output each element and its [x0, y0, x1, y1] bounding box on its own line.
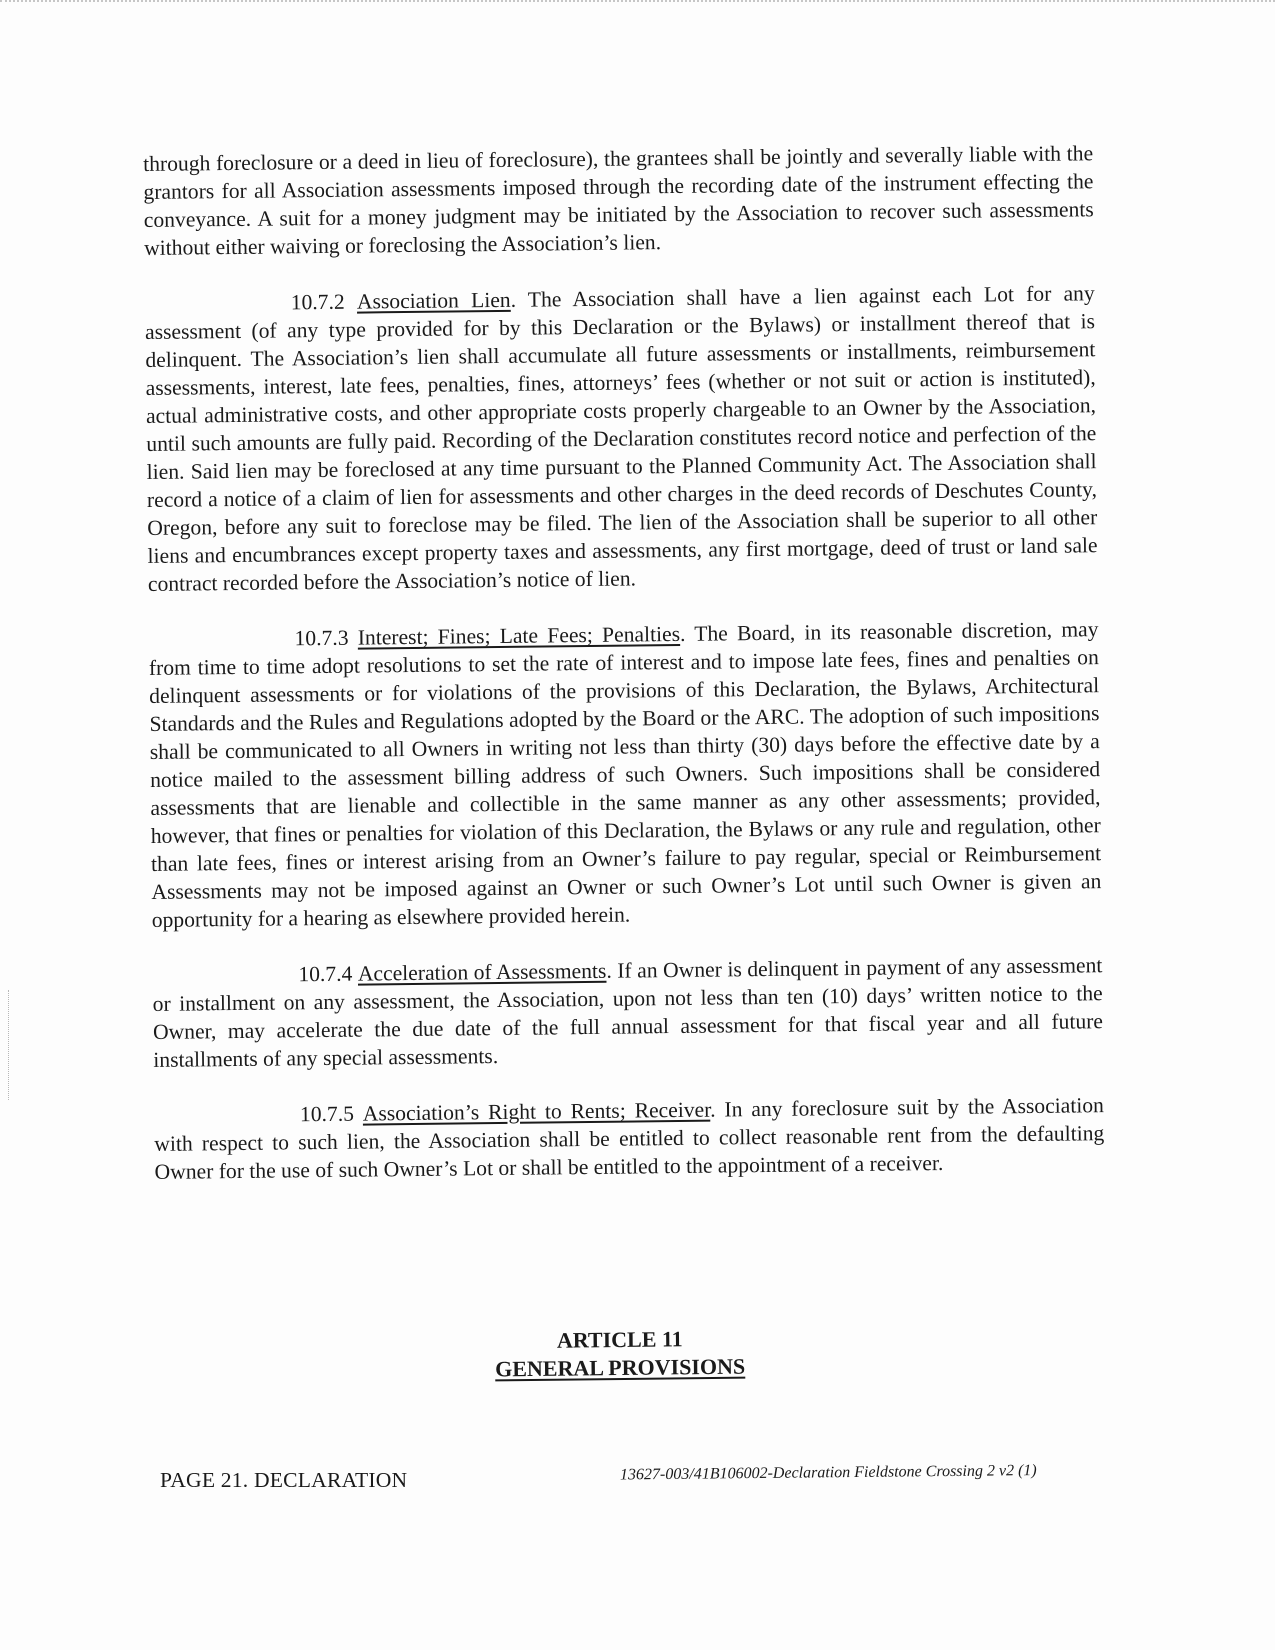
footer-page-label: PAGE 21. DECLARATION [160, 1468, 408, 1492]
section-10-7-2 [145, 279, 1098, 598]
section-text: . The Association shall have a lien against each Lot for any assessment (of any type provided for by this Declaration or the Bylaws) or installment thereof that is delinquent. The Association’s lien shall accumulate all future assessments or installments, reimbursement assessments, interest, late fees, penalties, fines, attorneys’ fees (whether or not suit or action is instituted), actual administrative costs, and other appropriate costs properly chargeable to an Owner by the Association, until such amounts are fully paid. Recording of the Declaration constitutes record notice and perfection of the lien. Said lien may be foreclosed at any time pursuant to the Planned Community Act. The Association shall record a notice of a claim of lien for assessments and other charges in the deed records of Deschutes County, Oregon, before any suit to foreclose may be filed. The lien of the Association shall be superior to all other liens and encumbrances except property taxes and assessments, any first mortgage, deed of trust or land sale contract recorded before the Association’s notice of lien. [144, 281, 1098, 596]
scan-edge-artifact [0, 0, 1275, 10]
section-number: 10.7.3 [294, 625, 349, 651]
section-heading: Association Lien [356, 287, 511, 314]
section-text: . In any foreclosure suit by the Association with respect to such lien, the Association shall be entitled to collect reasonable rent from the defaulting Owner for the use of such Owner’s Lot or shall be entitled to the appointment of a receiver. [154, 1093, 1105, 1184]
section-heading: Acceleration of Assessments [357, 958, 607, 986]
article-title: ARTICLE 11 [556, 1326, 683, 1353]
section-number: 10.7.4 [298, 961, 353, 987]
section-10-7-4 [152, 951, 1103, 1074]
document-body [143, 139, 1105, 1214]
article-heading [420, 1324, 821, 1385]
footer-doc-reference: 13627-003/41B106002-Declaration Fieldstone Crossing 2 v2 (1) [619, 1462, 1037, 1484]
section-number: 10.7.5 [299, 1101, 355, 1127]
section-heading: Interest; Fines; Late Fees; Penalties [357, 621, 681, 650]
intro-paragraph: through foreclosure or a deed in lieu of foreclosure), the grantees shall be jointly and severally liable with the grantors for all Association assessments imposed through the recording date of the instrument effecting the conveyance. A suit for a money judgment may be initiated by the Association to recover such assessments without either waiving or foreclosing the Association’s lien. [143, 141, 1094, 260]
section-10-7-5 [154, 1091, 1105, 1186]
section-heading: Association’s Right to Rents; Receiver [362, 1097, 711, 1126]
margin-scan-marks [8, 990, 12, 1100]
section-text: . If an Owner is delinquent in payment of any assessment or installment on any assessment, the Association, upon not less than ten (10) days’ written notice to the Owner, may accelerate the due date of the full annual assessment for that fiscal year and all future installments of any special assessments. [152, 953, 1104, 1072]
section-number: 10.7.2 [290, 289, 345, 315]
section-10-7-3 [148, 615, 1101, 934]
section-text: . The Board, in its reasonable discretion, may from time to time adopt resolutions to set the rate of interest and to impose late fees, fines and penalties on delinquent assessments or for violations of the provisions of this Declaration, the Bylaws, Architectural Standards and the Rules and Regulations adopted by the Board or the ARC. The adoption of such impositions shall be communicated to all Owners in writing not less than thirty (30) days before the effective date by a notice mailed to the assessment billing address of such Owners. Such impositions shall be considered assessments that are lienable and collectible in the same manner as any other assessments; provided, however, that fines or penalties for violation of this Declaration, the Bylaws or any rule and regulation, other than late fees, fines or interest arising from an Owner’s failure to pay regular, special or Reimbursement Assessments may not be imposed against an Owner or such Owner’s Lot until such Owner is given an opportunity for a hearing as elsewhere provided herein. [148, 617, 1102, 932]
article-subtitle: GENERAL PROVISIONS [495, 1353, 746, 1382]
